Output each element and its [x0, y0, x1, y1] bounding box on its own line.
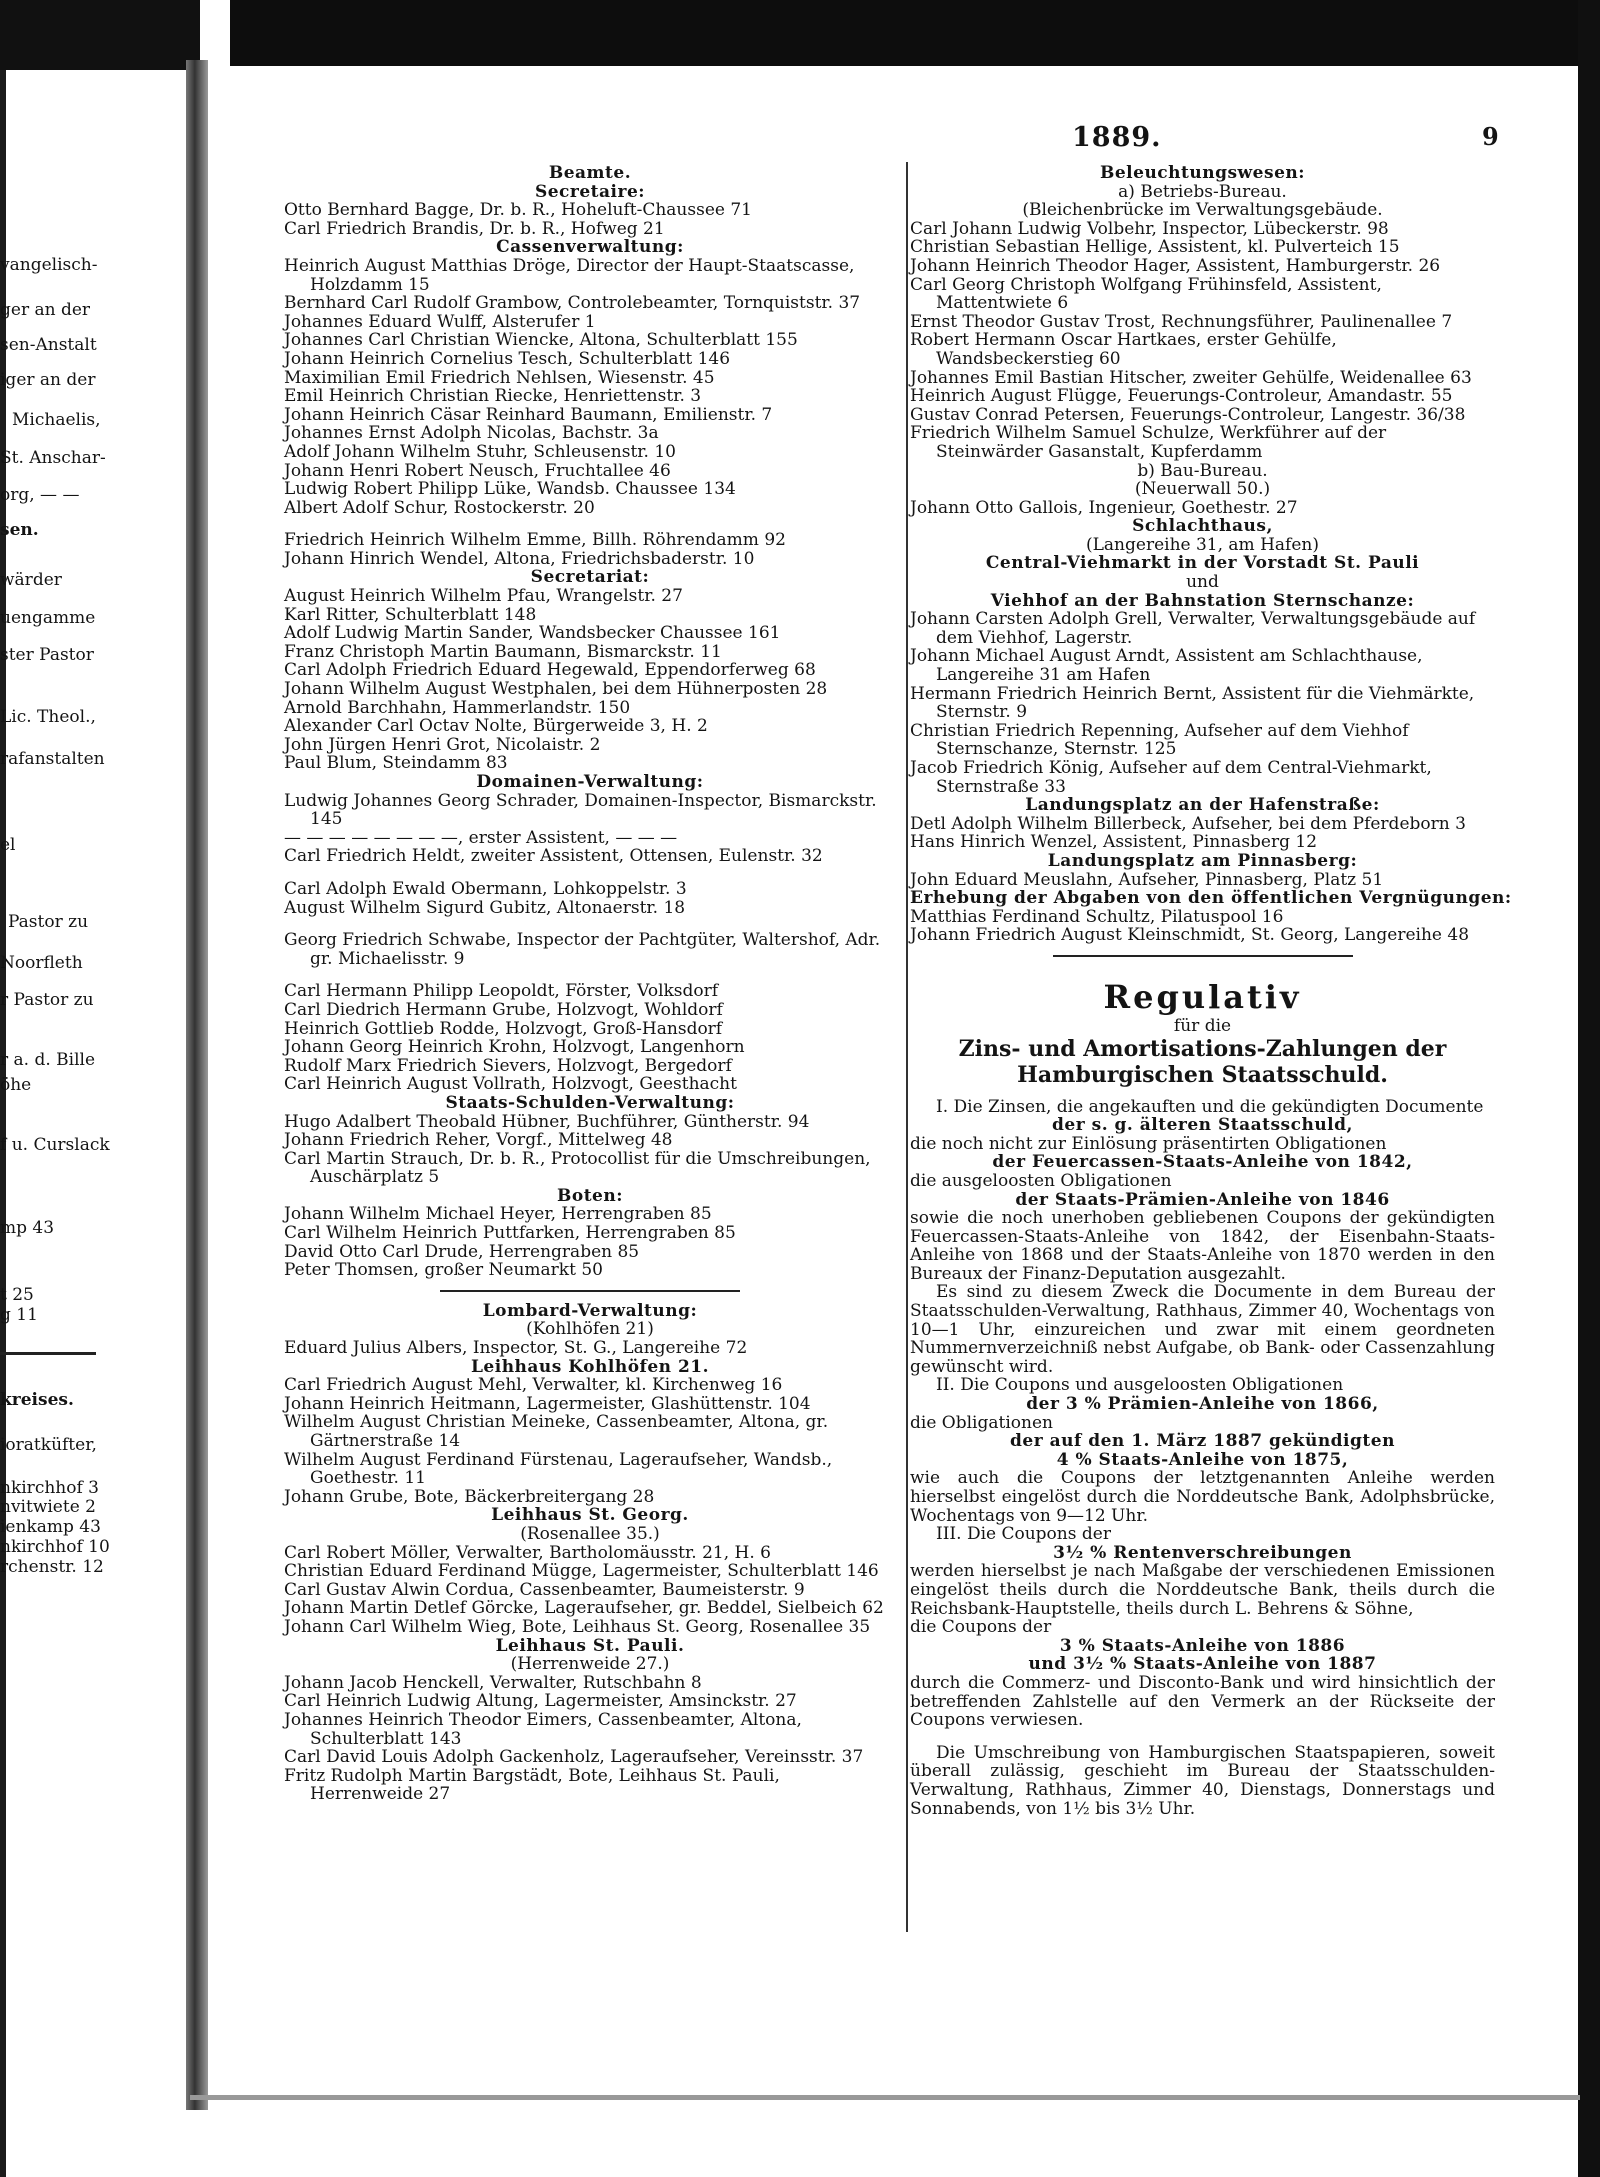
fragment-line: ioratküfter, — [0, 1435, 97, 1455]
fragment-line: nkirchhof 3 — [0, 1478, 99, 1498]
regulativ-text-line: die noch nicht zur Einlösung präsentirten Obligationen — [910, 1133, 1387, 1154]
subheading-bau-bureau: b) Bau-Bureau. — [1137, 460, 1268, 481]
fragment-line: nvitwiete 2 — [0, 1497, 96, 1517]
directory-entry: Carl Georg Christoph Wolfgang Frühinsfeld, Assistent, Mattentwiete 6 — [910, 274, 1382, 314]
fragment-line: g 11 — [0, 1305, 38, 1325]
fragment-line: Michaelis, — [12, 410, 101, 430]
fragment-line: ger an der — [0, 300, 91, 320]
directory-entry: Johann Heinrich Cornelius Tesch, Schulterblatt 146 — [284, 348, 731, 369]
directory-entry: Adolf Ludwig Martin Sander, Wandsbecker Chaussee 161 — [284, 623, 781, 644]
directory-entry: Carl David Louis Adolph Gackenholz, Lageraufseher, Vereinsstr. 37 — [284, 1747, 864, 1768]
fragment-line: Lic. Theol., — [0, 707, 96, 727]
regulativ-bond-renten: 3½ % Rentenverschreibungen — [1053, 1542, 1352, 1563]
directory-entry: Hugo Adalbert Theobald Hübner, Buchführer, Güntherstr. 94 — [284, 1111, 810, 1132]
fragment-line: sen. — [0, 520, 39, 540]
directory-entry: Johann Wilhelm Michael Heyer, Herrengraben 85 — [284, 1204, 712, 1225]
list-secretariat — [284, 587, 896, 773]
directory-entry: Jacob Friedrich König, Aufseher auf dem Central-Viehmarkt, Sternstraße 33 — [910, 758, 1432, 797]
directory-entry: Johann Heinrich Cäsar Reinhard Baumann, Emilienstr. 7 — [284, 404, 773, 425]
subheading-central-viehmarkt: Central-Viehmarkt in der Vorstadt St. Pauli — [985, 553, 1420, 574]
fragment-line: St. Anschar- — [0, 448, 106, 468]
regulativ-closing: Die Umschreibung von Hamburgischen Staatspapieren, soweit überall zulässig, geschieht im Bureau der Staatsschulden-Verwaltung, Rathhaus, Zimmer 40, Dienstags, Donnerstags und Sonnabends, von 1½ bis 3½ Uhr. — [910, 1742, 1495, 1819]
directory-entry: Carl Gustav Alwin Cordua, Cassenbeamter, Baumeisterstr. 9 — [284, 1579, 805, 1600]
regulativ-title: Regulativ — [1103, 977, 1302, 1016]
regulativ-bond-aeltere-staatsschuld: der s. g. älteren Staatsschuld, — [1052, 1115, 1353, 1136]
directory-entry: Friedrich Wilhelm Samuel Schulze, Werkführer auf der Steinwärder Gasanstalt, Kupferdamm — [910, 423, 1387, 462]
directory-entry: Carl Adolph Ewald Obermann, Lohkoppelstr. 3 — [284, 878, 687, 899]
directory-entry: Johann Friedrich Reher, Vorgf., Mittelweg 48 — [284, 1130, 673, 1151]
fragment-line: nkirchhof 10 — [0, 1537, 110, 1557]
regulativ-section-2-intro: II. Die Coupons und ausgeloosten Obligationen — [936, 1375, 1344, 1396]
list-staatsschulden — [284, 1113, 896, 1187]
regulativ-text-line: die Coupons der — [910, 1617, 1052, 1638]
subheading-boten: Boten: — [556, 1185, 623, 1206]
list-leihhaus-kohlhoefen — [284, 1376, 896, 1506]
directory-entry: Christian Eduard Ferdinand Mügge, Lagermeister, Schulterblatt 146 — [284, 1561, 879, 1582]
regulativ-subtitle-2: Hamburgischen Staatsschuld. — [1017, 1061, 1388, 1088]
directory-entry: Johann Grube, Bote, Bäckerbreitergang 28 — [284, 1486, 655, 1507]
list-domainen-b — [284, 880, 896, 917]
fragment-line: wärder — [0, 570, 62, 590]
directory-entry: Carl Hermann Philipp Leopoldt, Förster, Volksdorf — [284, 981, 719, 1002]
directory-entry: Maximilian Emil Friedrich Nehlsen, Wiesenstr. 45 — [284, 367, 715, 388]
directory-entry: Johannes Eduard Wulff, Alsterufer 1 — [284, 311, 596, 332]
directory-entry: Johann Friedrich August Kleinschmidt, St. Georg, Langereihe 48 — [910, 925, 1470, 946]
directory-entry: Heinrich Gottlieb Rodde, Holzvogt, Groß-Hansdorf — [284, 1018, 723, 1039]
directory-entry: Hermann Friedrich Heinrich Bernt, Assistent für die Viehmärkte, Sternstr. 9 — [910, 683, 1475, 723]
fragment-line: r a. d. Bille — [0, 1050, 96, 1070]
fragment-line: rafanstalten — [0, 749, 105, 769]
subheading-secretariat: Secretariat: — [530, 567, 650, 588]
directory-entry: Matthias Ferdinand Schultz, Pilatuspool 16 — [910, 906, 1284, 927]
fragment-line: ienkamp 43 — [0, 1517, 101, 1537]
lombard-address: (Kohlhöfen 21) — [526, 1319, 654, 1340]
directory-entry: Carl Robert Möller, Verwalter, Bartholomäusstr. 21, H. 6 — [284, 1542, 771, 1563]
directory-entry: Gustav Conrad Petersen, Feuerungs-Controleur, Langestr. 36/38 — [910, 404, 1466, 425]
directory-entry: Adolf Johann Wilhelm Stuhr, Schleusenstr. 10 — [284, 441, 676, 462]
page-year: 1889. — [1072, 122, 1162, 153]
list-erhebung — [910, 908, 1495, 945]
list-leihhaus-st-pauli — [284, 1674, 896, 1804]
subheading-leihhaus-st-georg: Leihhaus St. Georg. — [491, 1505, 689, 1526]
directory-entry: Carl Friedrich Brandis, Dr. b. R., Hofweg 21 — [284, 218, 665, 239]
regulativ-bond-staats-1887: und 3½ % Staats-Anleihe von 1887 — [1028, 1654, 1377, 1675]
directory-entry: Wilhelm August Christian Meineke, Cassenbeamter, Altona, gr. Gärtnerstraße 14 — [284, 1412, 829, 1451]
directory-entry: Robert Hermann Oscar Hartkaes, erster Gehülfe, Wandsbeckerstieg 60 — [910, 330, 1337, 369]
subheading-leihhaus-st-pauli: Leihhaus St. Pauli. — [495, 1635, 685, 1656]
regulativ-text-line: die Obligationen — [910, 1412, 1053, 1433]
directory-entry: Otto Bernhard Bagge, Dr. b. R., Hoheluft-Chaussee 71 — [284, 200, 752, 221]
fragment-line: r Pastor zu — [0, 990, 94, 1010]
subheading-schlachthaus: Schlachthaus, — [1132, 516, 1273, 537]
fragment-line: rchenstr. 12 — [0, 1557, 104, 1577]
page-edge-bottom — [190, 2095, 1580, 2100]
book-gutter — [186, 60, 208, 2110]
regulativ-bond-gekuendigt-1887: der auf den 1. März 1887 gekündigten — [1010, 1431, 1395, 1452]
list-bau-bureau — [910, 499, 1495, 518]
directory-entry: Carl Heinrich August Vollrath, Holzvogt, Geesthacht — [284, 1074, 737, 1095]
regulativ-bond-staats-1875: 4 % Staats-Anleihe von 1875, — [1056, 1449, 1349, 1470]
page-header — [210, 122, 1510, 152]
directory-entry: Rudolf Marx Friedrich Sievers, Holzvogt, Bergedorf — [284, 1055, 732, 1076]
directory-entry: Johann Henri Robert Neusch, Fruchtallee 46 — [284, 460, 671, 481]
directory-entry: — — — — — — — —, erster Assistent, — — — — [284, 827, 678, 848]
directory-entry: Carl Diedrich Hermann Grube, Holzvogt, Wohldorf — [284, 999, 723, 1020]
fragment-line: f u. Curslack — [0, 1135, 110, 1155]
list-viehhof — [910, 610, 1495, 796]
directory-entry: John Jürgen Henri Grot, Nicolaistr. 2 — [284, 734, 601, 755]
list-cassenverwaltung — [284, 257, 896, 517]
subheading-secretaire: Secretaire: — [534, 181, 646, 202]
directory-entry: Johann Otto Gallois, Ingenieur, Goethestr. 27 — [910, 497, 1298, 518]
scan-border-top-left — [0, 0, 200, 70]
list-cassenverwaltung-extra — [284, 531, 896, 568]
section-heading-lombard: Lombard-Verwaltung: — [482, 1300, 698, 1321]
left-page-rule — [0, 1352, 96, 1355]
directory-entry: Christian Friedrich Repenning, Aufseher auf dem Viehhof Sternschanze, Sternstr. 125 — [910, 720, 1409, 760]
directory-entry: Karl Ritter, Schulterblatt 148 — [284, 604, 537, 625]
section-heading-beleuchtung: Beleuchtungswesen: — [1099, 163, 1306, 183]
right-column — [910, 163, 1512, 1819]
directory-entry: Carl Heinrich Ludwig Altung, Lagermeister, Amsinckstr. 27 — [284, 1691, 797, 1712]
regulativ-bond-staats-1886: 3 % Staats-Anleihe von 1886 — [1059, 1635, 1346, 1656]
list-betriebs-bureau — [910, 220, 1495, 462]
subheading-landungsplatz-hafenstrasse: Landungsplatz an der Hafenstraße: — [1025, 795, 1380, 816]
directory-entry: Ernst Theodor Gustav Trost, Rechnungsführer, Paulinenallee 7 — [910, 311, 1453, 332]
list-leihhaus-st-georg — [284, 1544, 896, 1637]
subheading-leihhaus-kohlhoefen: Leihhaus Kohlhöfen 21. — [470, 1356, 710, 1377]
regulativ-paragraph: werden hierselbst je nach Maßgabe der verschiedenen Emissionen eingelöst theils durch die Norddeutsche Bank, theils durch die Reichsbank-Hauptstelle, theils durch L. Behrens & Söhne, — [910, 1561, 1495, 1619]
directory-entry: Carl Friedrich August Mehl, Verwalter, kl. Kirchenweg 16 — [284, 1375, 783, 1396]
regulativ-paragraph: durch die Commerz- und Disconto-Bank und wird hinsichtlich der betreffenden Zahlstelle auf den Vermerk an der Rückseite der Coupons verwiesen. — [910, 1672, 1495, 1731]
directory-entry: Bernhard Carl Rudolf Grambow, Controlebeamter, Tornquiststr. 37 — [284, 293, 861, 314]
directory-entry: Franz Christoph Martin Baumann, Bismarckstr. 11 — [284, 641, 722, 662]
directory-entry: Heinrich August Matthias Dröge, Director der Haupt-Staatscasse, Holzdamm 15 — [284, 255, 855, 295]
bau-bureau-address: (Neuerwall 50.) — [1134, 479, 1271, 500]
directory-entry: Eduard Julius Albers, Inspector, St. G., Langereihe 72 — [284, 1338, 748, 1359]
fragment-line: el — [0, 835, 16, 855]
section-rule — [1053, 955, 1353, 957]
column-divider — [906, 162, 908, 1932]
page-number: 9 — [1482, 122, 1499, 151]
fragment-line: mp 43 — [0, 1218, 55, 1238]
directory-entry: Johann Martin Detlef Görcke, Lageraufseher, gr. Beddel, Sielbeich 62 — [284, 1598, 884, 1619]
regulativ-fuer-die: für die — [1173, 1015, 1232, 1036]
directory-entry: Johann Jacob Henckell, Verwalter, Rutschbahn 8 — [284, 1672, 702, 1693]
regulativ-bond-feuercassen-1842: der Feuercassen-Staats-Anleihe von 1842, — [992, 1152, 1413, 1173]
regulativ-paragraph: Es sind zu diesem Zweck die Documente in dem Bureau der Staatsschulden-Verwaltung, Rathhaus, Zimmer 40, Wochentags von 10—1 Uhr, einzureichen und zwar mit einem geordneten Nummernverzeichniß nebst Aufgabe, ob Bank- oder Cassenzahlung gewünscht wird. — [910, 1282, 1495, 1377]
directory-entry: Ludwig Robert Philipp Lüke, Wandsb. Chaussee 134 — [284, 479, 736, 500]
regulativ-text-line: die ausgeloosten Obligationen — [910, 1170, 1172, 1191]
directory-entry: August Heinrich Wilhelm Pfau, Wrangelstr. 27 — [284, 586, 683, 607]
list-landungsplatz-hafenstrasse — [910, 815, 1495, 852]
directory-entry: Georg Friedrich Schwabe, Inspector der Pachtgüter, Waltershof, Adr. gr. Michaelisstr. 9 — [284, 930, 881, 969]
directory-entry: Carl Friedrich Heldt, zweiter Assistent, Ottensen, Eulenstr. 32 — [284, 846, 823, 867]
scan-border-right — [1578, 0, 1600, 2177]
directory-entry: Heinrich August Flügge, Feuerungs-Controleur, Amandastr. 55 — [910, 386, 1453, 407]
fragment-line: sen-Anstalt — [0, 335, 97, 355]
scan-border-top — [230, 0, 1600, 66]
list-domainen-c — [284, 931, 896, 968]
directory-entry: David Otto Carl Drude, Herrengraben 85 — [284, 1241, 640, 1262]
regulativ-paragraph: sowie die noch unerhoben gebliebenen Coupons der gekündigten Feuercassen-Staats-Anleihe von 1842, der Eisenbahn-Staats-Anleihe von 1868 und der Staats-Anleihe von 1870 werden in den Bureaux der Finanz-Deputation ausgezahlt. — [910, 1208, 1495, 1284]
list-boten — [284, 1205, 896, 1279]
fragment-line: uengamme — [0, 608, 96, 628]
fragment-line: Noorfleth — [0, 953, 83, 973]
subheading-erhebung: Erhebung der Abgaben von den öffentlichen Vergnügungen: — [910, 888, 1512, 909]
directory-entry: Carl Wilhelm Heinrich Puttfarken, Herrengraben 85 — [284, 1223, 736, 1244]
directory-entry: Detl Adolph Wilhelm Billerbeck, Aufseher, bei dem Pferdeborn 3 — [910, 813, 1466, 834]
subheading-staatsschulden: Staats-Schulden-Verwaltung: — [445, 1092, 735, 1113]
fragment-line: iger an der — [0, 370, 96, 390]
fragment-line: kreises. — [0, 1390, 74, 1410]
subheading-cassenverwaltung: Cassenverwaltung: — [496, 237, 684, 258]
directory-entry: Wilhelm August Ferdinand Fürstenau, Lageraufseher, Wandsb., Goethestr. 11 — [284, 1449, 833, 1489]
subheading-domainen: Domainen-Verwaltung: — [476, 772, 704, 792]
directory-entry: Johannes Heinrich Theodor Eimers, Cassenbeamter, Altona, Schulterblatt 143 — [284, 1709, 802, 1749]
directory-entry: Johann Hinrich Wendel, Altona, Friedrichsbaderstr. 10 — [284, 548, 755, 569]
directory-entry: Johannes Carl Christian Wiencke, Altona, Schulterblatt 155 — [284, 330, 798, 351]
leihhaus-st-pauli-address: (Herrenweide 27.) — [510, 1654, 670, 1675]
directory-entry: Paul Blum, Steindamm 83 — [284, 753, 508, 774]
regulativ-subtitle-1: Zins- und Amortisations-Zahlungen der — [958, 1035, 1447, 1062]
directory-entry: August Wilhelm Sigurd Gubitz, Altonaerstr. 18 — [284, 897, 686, 918]
directory-entry: Johannes Ernst Adolph Nicolas, Bachstr. 3a — [284, 423, 659, 444]
fragment-line: t 25 — [0, 1285, 34, 1305]
fragment-line: öhe — [0, 1075, 32, 1095]
directory-entry: John Eduard Meuslahn, Aufseher, Pinnasberg, Platz 51 — [910, 869, 1384, 890]
directory-entry: Alexander Carl Octav Nolte, Bürgerweide 3, H. 2 — [284, 716, 708, 737]
list-secretaire — [284, 201, 896, 238]
betriebs-bureau-address: (Bleichenbrücke im Verwaltungsgebäude. — [1022, 200, 1383, 221]
regulativ-paragraph: wie auch die Coupons der letztgenannten Anleihe werden hierselbst eingelöst durch die Norddeutsche Bank, Adolphsbrücke, Wochentags von 9—12 Uhr. — [910, 1468, 1495, 1526]
list-domainen — [284, 792, 896, 866]
directory-entry: Ludwig Johannes Georg Schrader, Domainen-Inspector, Bismarckstr. 145 — [284, 790, 877, 830]
directory-entry: Carl Johann Ludwig Volbehr, Inspector, Lübeckerstr. 98 — [910, 218, 1389, 239]
directory-entry: Johann Carsten Adolph Grell, Verwalter, Verwaltungsgebäude auf dem Viehhof, Lagerstr. — [910, 609, 1476, 648]
list-landungsplatz-pinnasberg — [910, 871, 1495, 890]
directory-entry: Albert Adolf Schur, Rostockerstr. 20 — [284, 497, 595, 518]
fragment-line: Pastor zu — [8, 912, 89, 932]
directory-entry: Johann Carl Wilhelm Wieg, Bote, Leihhaus St. Georg, Rosenallee 35 — [284, 1616, 871, 1637]
leihhaus-st-georg-address: (Rosenallee 35.) — [520, 1523, 660, 1544]
directory-entry: Johann Wilhelm August Westphalen, bei dem Hühnerposten 28 — [284, 679, 828, 700]
list-domainen-d — [284, 982, 896, 1094]
subheading-betriebs-bureau: a) Betriebs-Bureau. — [1118, 181, 1287, 202]
regulativ-section-1-intro: I. Die Zinsen, die angekauften und die gekündigten Documente — [936, 1096, 1484, 1117]
directory-entry: Fritz Rudolph Martin Bargstädt, Bote, Leihhaus St. Pauli, Herrenweide 27 — [284, 1765, 780, 1805]
directory-entry: Carl Adolph Friedrich Eduard Hegewald, Eppendorferweg 68 — [284, 660, 816, 681]
fragment-line: org, — — — [0, 485, 80, 505]
subheading-viehhof: Viehhof an der Bahnstation Sternschanze: — [990, 590, 1415, 611]
list-lombard — [284, 1339, 896, 1358]
left-column — [284, 164, 896, 1804]
fragment-line: ster Pastor — [0, 645, 94, 665]
regulativ-section-3-intro: III. Die Coupons der — [936, 1524, 1111, 1545]
directory-entry: Johannes Emil Bastian Hitscher, zweiter Gehülfe, Weidenallee 63 — [910, 367, 1472, 388]
directory-entry: Johann Heinrich Theodor Hager, Assistent, Hamburgerstr. 26 — [910, 255, 1441, 276]
directory-entry: Johann Georg Heinrich Krohn, Holzvogt, Langenhorn — [284, 1037, 745, 1058]
directory-entry: Friedrich Heinrich Wilhelm Emme, Billh. Röhrendamm 92 — [284, 530, 786, 551]
directory-entry: Johann Michael August Arndt, Assistent am Schlachthause, Langereihe 31 am Hafen — [910, 646, 1423, 686]
section-rule — [440, 1290, 740, 1292]
directory-entry: Johann Heinrich Heitmann, Lagermeister, Glashüttenstr. 104 — [284, 1393, 811, 1414]
directory-entry: Arnold Barchhahn, Hammerlandstr. 150 — [284, 697, 631, 718]
schlachthaus-address: (Langereihe 31, am Hafen) — [1086, 534, 1319, 555]
fragment-line: vangelisch- — [0, 255, 98, 275]
directory-entry: Emil Heinrich Christian Riecke, Henriettenstr. 3 — [284, 386, 702, 407]
directory-entry: Peter Thomsen, großer Neumarkt 50 — [284, 1260, 603, 1281]
directory-entry: Hans Hinrich Wenzel, Assistent, Pinnasberg 12 — [910, 832, 1318, 853]
regulativ-bond-praemien-1866: der 3 % Prämien-Anleihe von 1866, — [1026, 1394, 1379, 1415]
section-heading-beamte: Beamte. — [548, 163, 632, 183]
und-text: und — [1186, 572, 1219, 593]
subheading-landungsplatz-pinnasberg: Landungsplatz am Pinnasberg: — [1047, 850, 1358, 871]
directory-entry: Christian Sebastian Hellige, Assistent, kl. Pulverteich 15 — [910, 237, 1400, 258]
directory-entry: Carl Martin Strauch, Dr. b. R., Protocollist für die Umschreibungen, Auschärplatz 5 — [284, 1148, 871, 1188]
regulativ-bond-praemien-1846: der Staats-Prämien-Anleihe von 1846 — [1015, 1189, 1390, 1210]
